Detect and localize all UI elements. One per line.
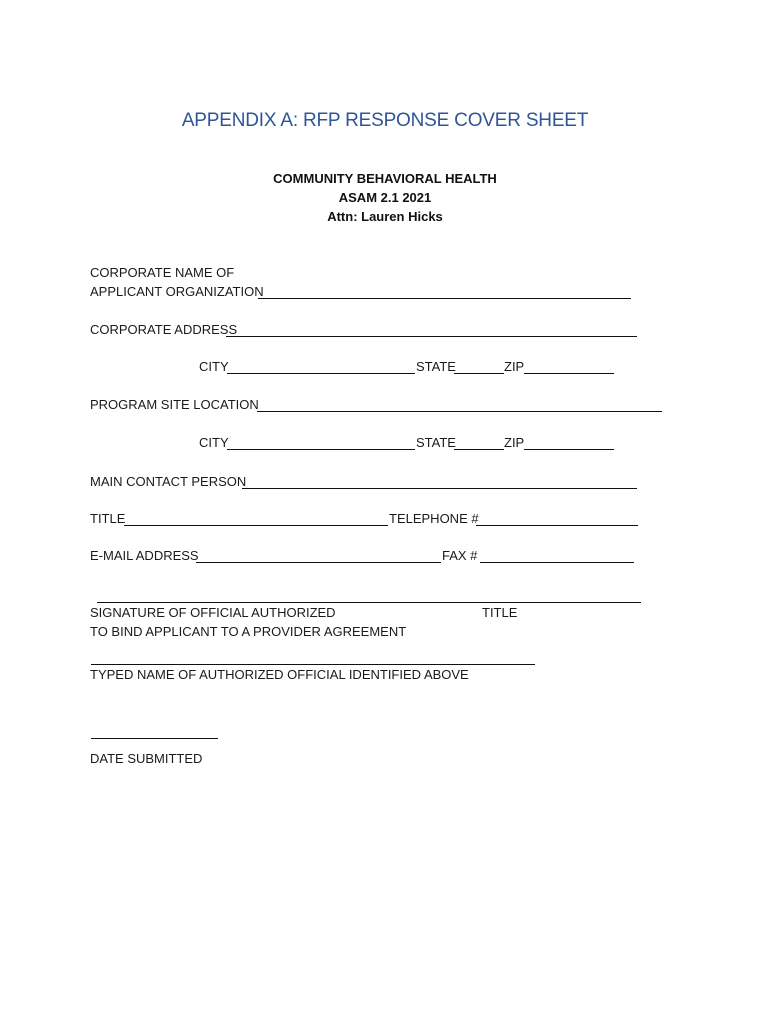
telephone-field[interactable]	[478, 510, 636, 526]
city-field-1[interactable]	[229, 358, 413, 374]
date-submitted-underline	[91, 738, 218, 739]
telephone-label: TELEPHONE #	[389, 511, 479, 526]
corporate-name-label-line1: CORPORATE NAME OF	[90, 265, 235, 280]
fax-field[interactable]	[482, 547, 632, 563]
contact-title-label: TITLE	[90, 511, 126, 526]
main-contact-person-field[interactable]	[244, 473, 635, 489]
zip-field-1[interactable]	[526, 358, 612, 374]
corporate-name-field[interactable]	[260, 283, 629, 299]
typed-name-field[interactable]	[93, 648, 533, 664]
state-field-1[interactable]	[456, 358, 502, 374]
page-title: APPENDIX A: RFP RESPONSE COVER SHEET	[181, 110, 589, 131]
corporate-address-field[interactable]	[228, 321, 635, 337]
subheading-attention: Attn: Lauren Hicks	[327, 209, 443, 224]
city-label-2: CITY	[199, 435, 229, 450]
email-address-label: E-MAIL ADDRESS	[90, 548, 199, 563]
zip-label-1: ZIP	[504, 359, 525, 374]
corporate-name-label-line2: APPLICANT ORGANIZATION	[90, 284, 264, 299]
state-label-2: STATE	[416, 435, 456, 450]
fax-label: FAX #	[442, 548, 478, 563]
contact-title-field[interactable]	[126, 510, 386, 526]
program-site-location-field[interactable]	[259, 396, 660, 412]
signature-label-line2: TO BIND APPLICANT TO A PROVIDER AGREEMENT	[90, 624, 407, 639]
corporate-address-label: CORPORATE ADDRESS	[90, 322, 238, 337]
state-label-1: STATE	[416, 359, 456, 374]
main-contact-person-label: MAIN CONTACT PERSON	[90, 474, 247, 489]
typed-name-label: TYPED NAME OF AUTHORIZED OFFICIAL IDENTIFIED ABOVE	[90, 667, 469, 682]
typed-name-underline	[91, 664, 535, 665]
subheading-organization: COMMUNITY BEHAVIORAL HEALTH	[273, 171, 497, 186]
signature-underline	[97, 602, 641, 603]
signature-label-line1: SIGNATURE OF OFFICIAL AUTHORIZED	[90, 605, 336, 620]
signature-title-label: TITLE	[482, 605, 518, 620]
subheading-program: ASAM 2.1 2021	[338, 190, 432, 205]
program-site-location-label: PROGRAM SITE LOCATION	[90, 397, 259, 412]
city-field-2[interactable]	[229, 434, 413, 450]
email-address-field[interactable]	[198, 547, 439, 563]
zip-label-2: ZIP	[504, 435, 525, 450]
state-field-2[interactable]	[456, 434, 502, 450]
city-label-1: CITY	[199, 359, 229, 374]
zip-field-2[interactable]	[526, 434, 612, 450]
signature-field[interactable]	[99, 586, 639, 602]
date-submitted-label: DATE SUBMITTED	[90, 751, 203, 766]
date-submitted-field[interactable]	[93, 722, 216, 738]
